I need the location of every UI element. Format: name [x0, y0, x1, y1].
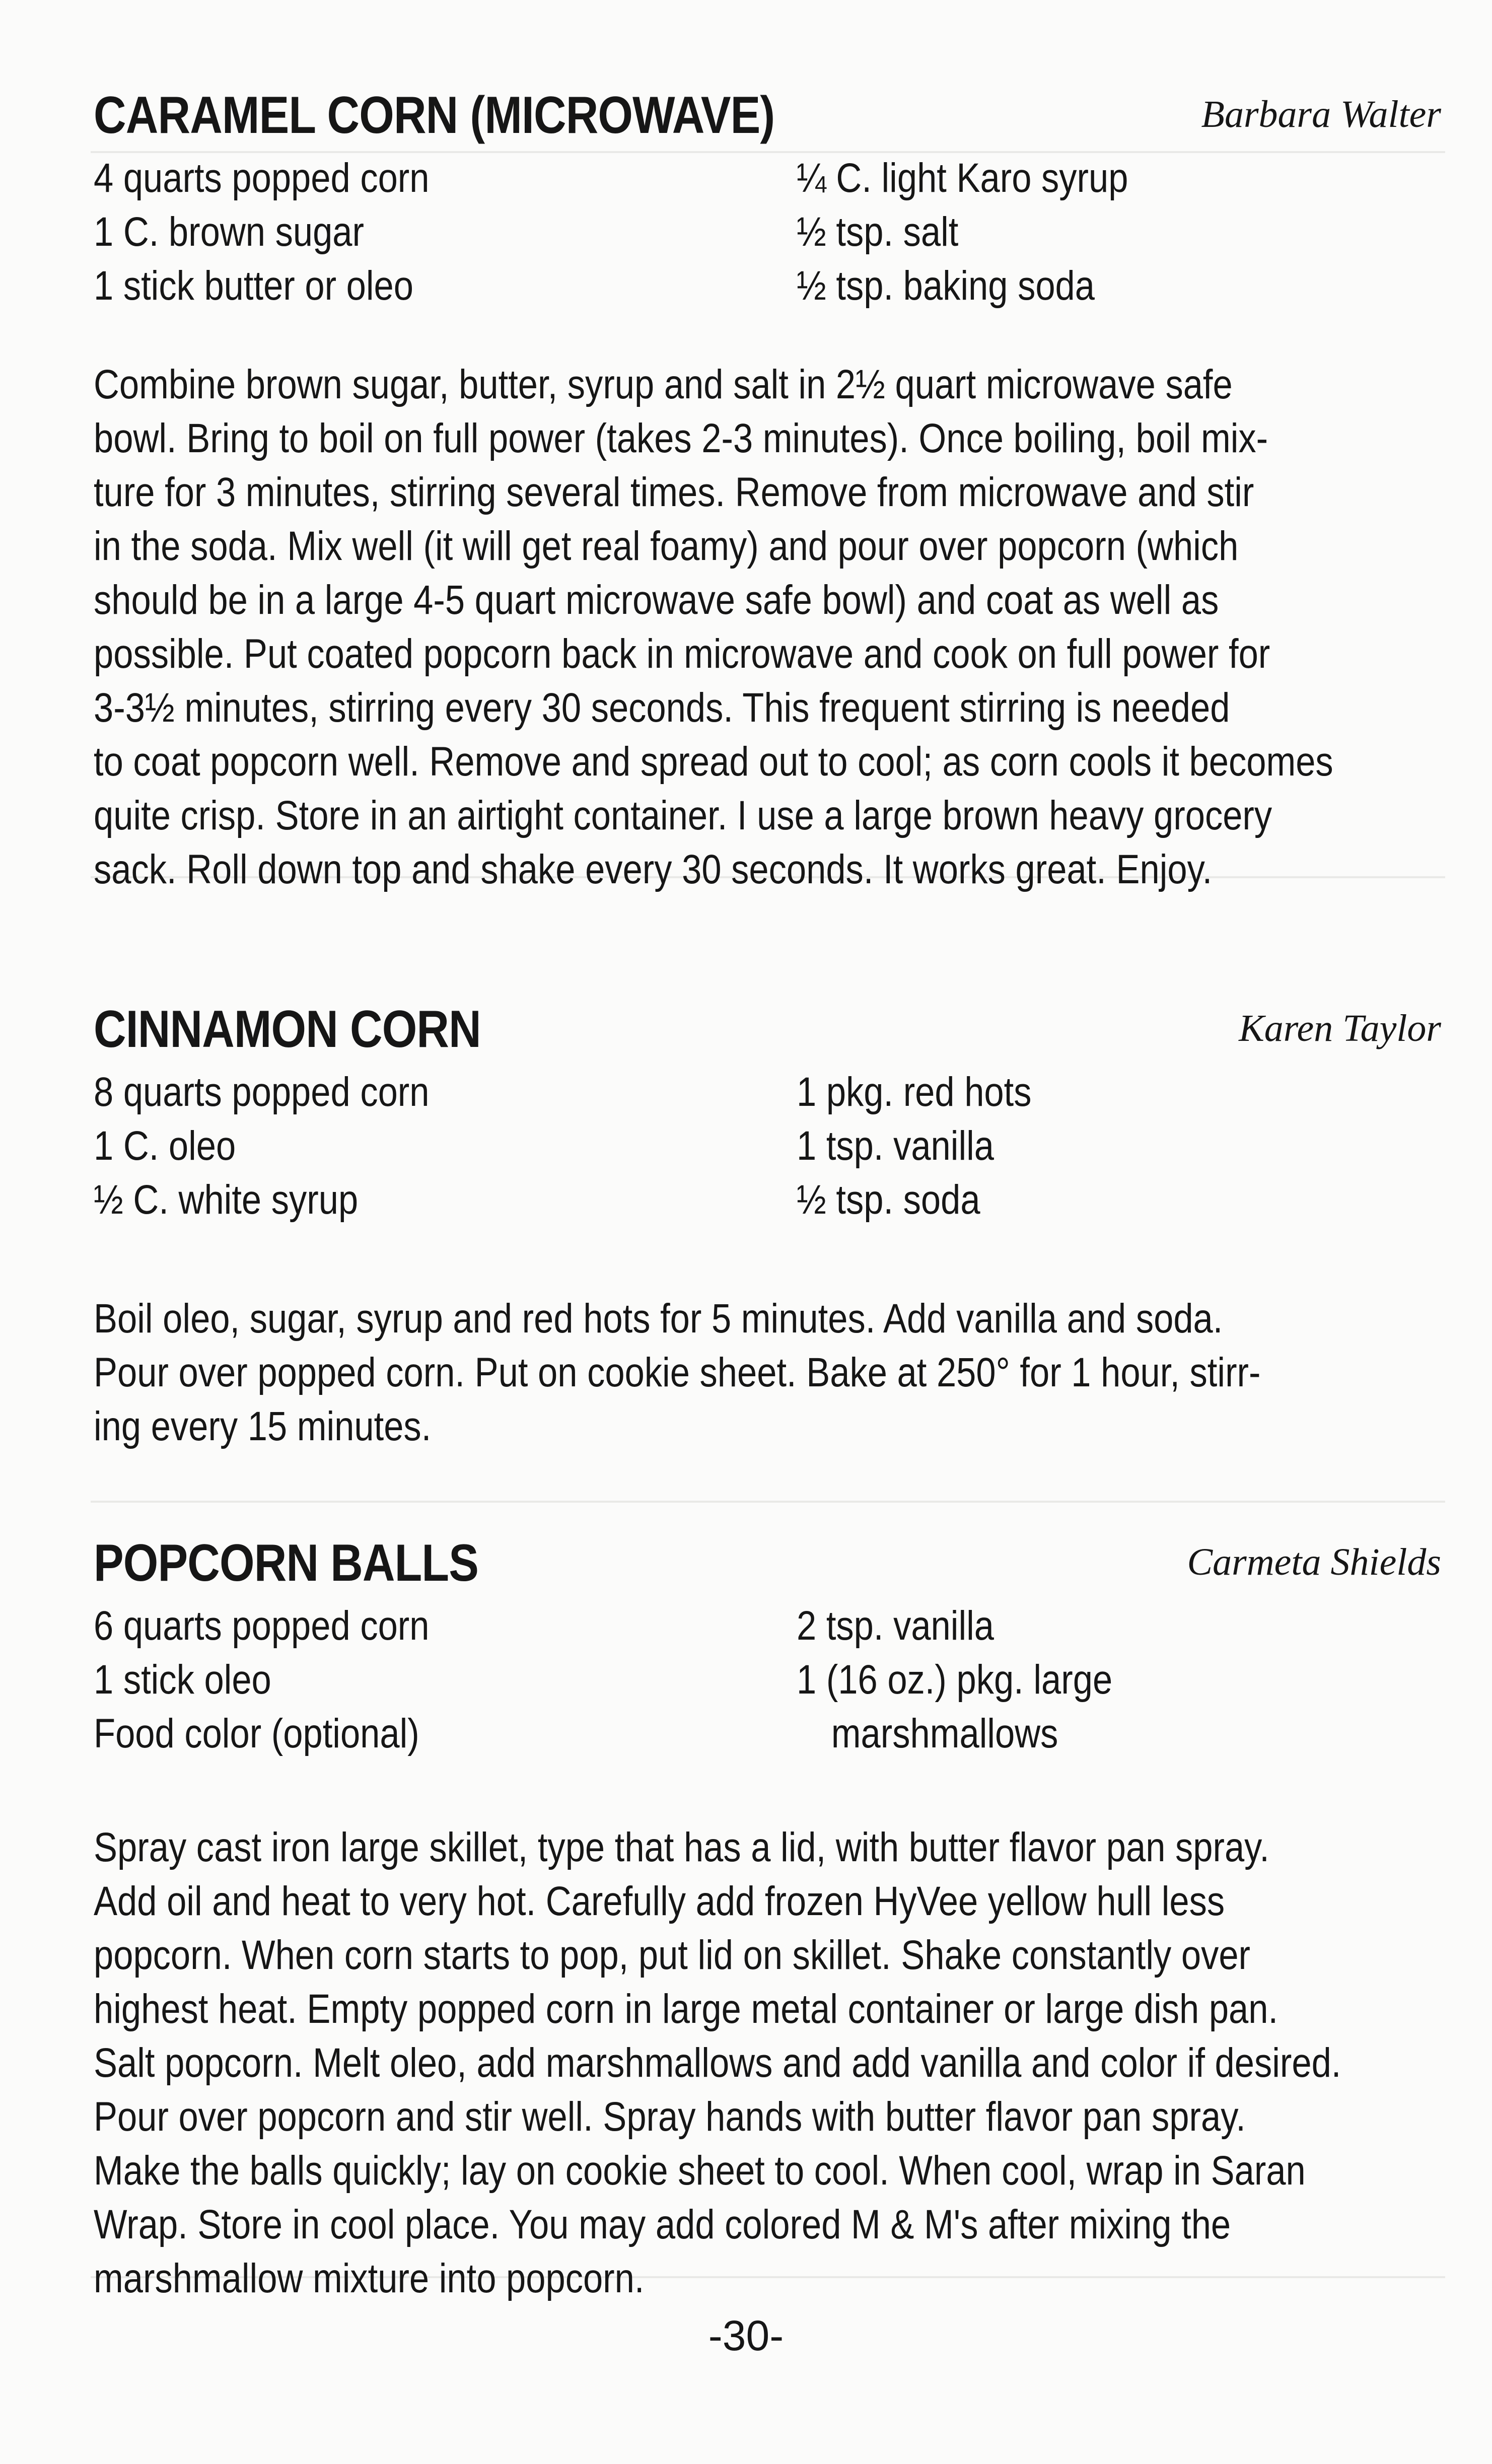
ingredient: 1 C. oleo — [94, 1123, 236, 1169]
recipe-title: POPCORN BALLS — [94, 1534, 479, 1592]
directions-line: Boil oleo, sugar, syrup and red hots for 5 minutes. Add vanilla and soda. — [94, 1296, 1223, 1342]
recipe-title: CINNAMON CORN — [94, 1000, 481, 1059]
directions-line: ture for 3 minutes, stirring several times. Remove from microwave and stir — [94, 469, 1254, 515]
directions-line: sack. Roll down top and shake every 30 seconds. It works great. Enjoy. — [94, 847, 1213, 892]
ingredient: 4 quarts popped corn — [94, 155, 430, 201]
page-number: -30- — [708, 2312, 784, 2359]
directions-line: should be in a large 4-5 quart microwave safe bowl) and coat as well as — [94, 577, 1219, 623]
recipe-header — [94, 1533, 1441, 1599]
directions-line: quite crisp. Store in an airtight container. I use a large brown heavy grocery — [94, 793, 1272, 838]
ingredient-column-left — [94, 1599, 778, 1761]
ingredient: Food color (optional) — [94, 1711, 419, 1756]
ingredient: 1 stick butter or oleo — [94, 263, 414, 309]
directions-line: to coat popcorn well. Remove and spread out to cool; as corn cools it becomes — [94, 739, 1333, 785]
ingredient: 1 tsp. vanilla — [797, 1123, 994, 1169]
directions-line: bowl. Bring to boil on full power (takes 2-3 minutes). Once boiling, boil mix- — [94, 415, 1268, 461]
recipe-title: CARAMEL CORN (MICROWAVE) — [94, 86, 775, 145]
recipe-popcorn-balls — [94, 1533, 1441, 2301]
directions-line: Combine brown sugar, butter, syrup and salt in 2½ quart microwave safe — [94, 362, 1233, 407]
recipe-author: Karen Taylor — [1239, 1007, 1441, 1049]
recipe-author: Barbara Walter — [1201, 93, 1441, 135]
directions-line: in the soda. Mix well (it will get real foamy) and pour over popcorn (which — [94, 523, 1239, 569]
ingredient: ½ tsp. baking soda — [797, 263, 1095, 309]
recipe-directions — [94, 358, 1441, 896]
recipe-cinnamon-corn — [94, 1000, 1441, 1449]
ingredient-list — [94, 1599, 1441, 1770]
recipe-caramel-corn — [94, 86, 1441, 892]
directions-line: Pour over popcorn and stir well. Spray hands with butter flavor pan spray. — [94, 2094, 1246, 2140]
ingredient: ½ C. white syrup — [94, 1177, 359, 1223]
directions-line: Make the balls quickly; lay on cookie sheet to cool. When cool, wrap in Saran — [94, 2148, 1306, 2194]
directions-line: Wrap. Store in cool place. You may add colored M & M's after mixing the — [94, 2202, 1231, 2247]
directions-line: marshmallow mixture into popcorn. — [94, 2256, 645, 2301]
directions-line: 3-3½ minutes, stirring every 30 seconds. This frequent stirring is needed — [94, 685, 1230, 731]
ingredient: ½ tsp. soda — [797, 1177, 980, 1223]
directions-line: Pour over popped corn. Put on cookie sheet. Bake at 250° for 1 hour, stirr- — [94, 1350, 1261, 1395]
recipe-header — [94, 86, 1441, 151]
ingredient-column-right — [797, 151, 1431, 313]
ingredient: 1 pkg. red hots — [797, 1069, 1032, 1115]
ingredient: ¼ C. light Karo syrup — [797, 155, 1128, 201]
directions-line: Add oil and heat to very hot. Carefully add frozen HyVee yellow hull less — [94, 1878, 1225, 1924]
recipe-directions — [94, 1292, 1441, 1453]
directions-line: Spray cast iron large skillet, type that has a lid, with butter flavor pan spray. — [94, 1824, 1269, 1870]
ingredient-column-right — [797, 1599, 1431, 1761]
ingredient: 2 tsp. vanilla — [797, 1603, 994, 1649]
ingredient: 1 (16 oz.) pkg. large — [797, 1657, 1113, 1703]
ingredient-column-left — [94, 151, 778, 313]
ingredient: 1 C. brown sugar — [94, 209, 365, 255]
ingredient-column-right — [797, 1065, 1431, 1227]
directions-line: popcorn. When corn starts to pop, put lid on skillet. Shake constantly over — [94, 1932, 1251, 1978]
directions-line: Salt popcorn. Melt oleo, add marshmallows and add vanilla and color if desired. — [94, 2040, 1341, 2086]
ingredient: marshmallows — [831, 1711, 1058, 1756]
ingredient-column-left — [94, 1065, 778, 1227]
ingredient: 6 quarts popped corn — [94, 1603, 430, 1649]
recipe-author: Carmeta Shields — [1187, 1541, 1441, 1583]
ingredient: 8 quarts popped corn — [94, 1069, 430, 1115]
ingredient-list — [94, 1065, 1441, 1236]
bleed-through-line — [91, 1501, 1445, 1503]
ingredient: 1 stick oleo — [94, 1657, 271, 1703]
directions-line: possible. Put coated popcorn back in microwave and cook on full power for — [94, 631, 1270, 677]
directions-line: ing every 15 minutes. — [94, 1403, 432, 1449]
recipe-directions — [94, 1820, 1441, 2305]
ingredient: ½ tsp. salt — [797, 209, 959, 255]
directions-line: highest heat. Empty popped corn in large metal container or large dish pan. — [94, 1986, 1278, 2032]
recipe-header — [94, 1000, 1441, 1065]
ingredient-list — [94, 151, 1441, 322]
